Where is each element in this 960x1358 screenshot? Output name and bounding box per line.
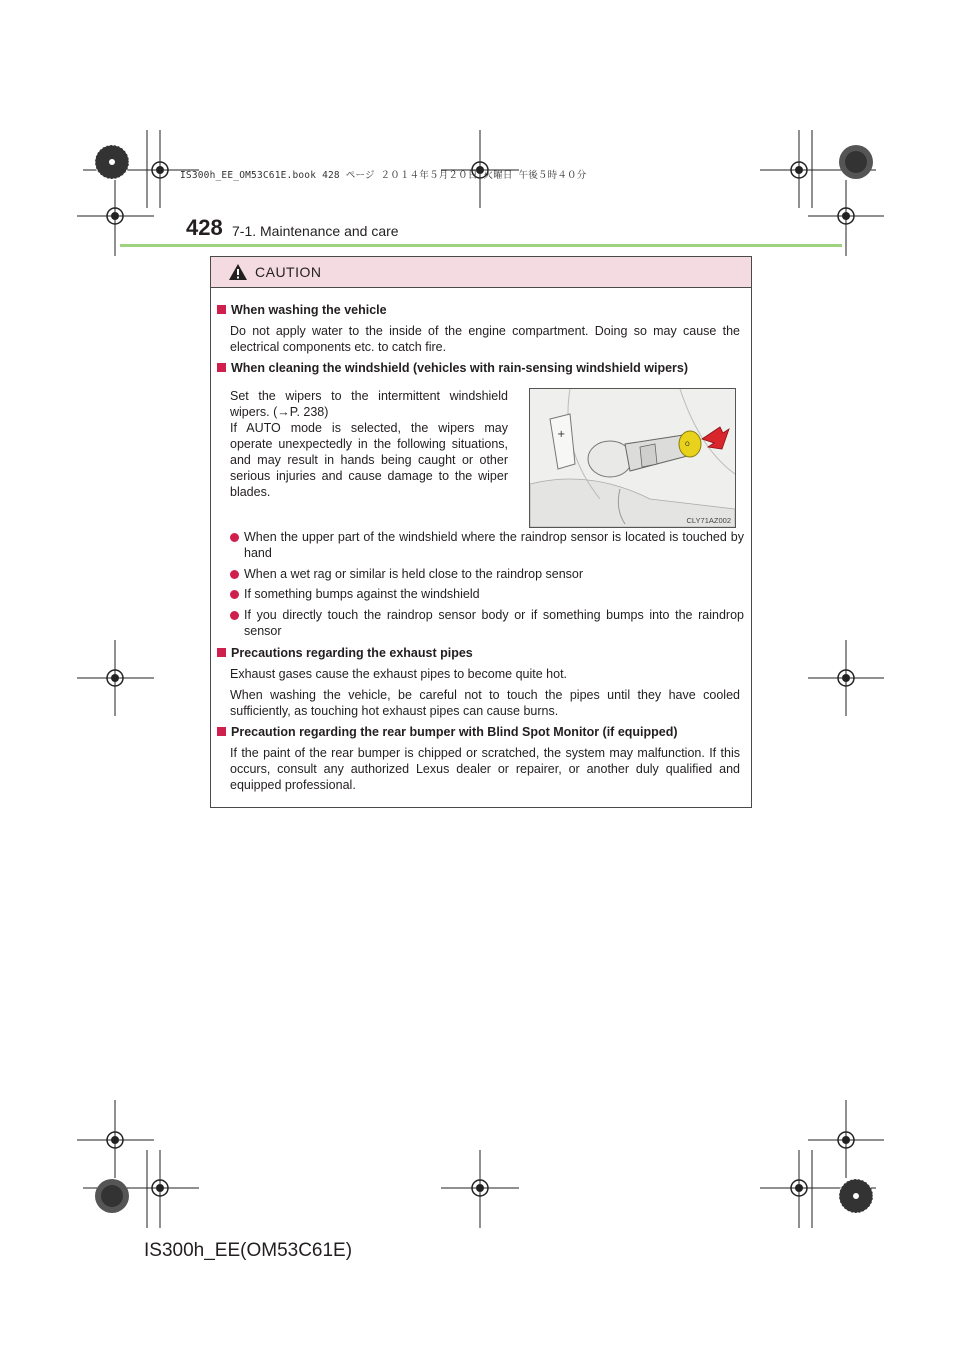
- caution-box: [210, 256, 752, 808]
- print-job-header: IS300h_EE_OM53C61E.book 428 ページ ２０１４年５月２０日 火曜日 午後５時４０分: [180, 170, 587, 181]
- bullet-item: When the upper part of the windshield where the raindrop sensor is located is touched by hand: [244, 530, 744, 560]
- windshield-heading: When cleaning the windshield (vehicles with rain-sensing windshield wipers): [217, 361, 688, 375]
- caution-label: CAUTION: [255, 264, 322, 280]
- round-bullet-icon: [230, 570, 239, 579]
- exhaust-heading: Precautions regarding the exhaust pipes: [217, 646, 473, 660]
- caution-header: [211, 257, 751, 288]
- bullet-item: If you directly touch the raindrop sensor body or if something bumps into the raindrop sensor: [244, 608, 744, 638]
- bullet-item: If something bumps against the windshield: [244, 587, 480, 601]
- svg-text:O: O: [685, 441, 690, 448]
- washing-text: Do not apply water to the inside of the engine compartment. Doing so may cause the electrical components etc. to catch fire.: [230, 324, 740, 354]
- round-bullet-icon: [230, 611, 239, 620]
- warning-triangle-icon: [228, 263, 248, 281]
- square-bullet-icon: [217, 305, 226, 314]
- square-bullet-icon: [217, 363, 226, 372]
- wiper-lever-drawing: [530, 389, 735, 527]
- exhaust-text-2: When washing the vehicle, be careful not to touch the pipes until they have cooled sufficiently, as touching hot exhaust pipes can cause burns.: [230, 688, 740, 718]
- header-rule: [120, 244, 842, 247]
- square-bullet-icon: [217, 727, 226, 736]
- svg-text:+: +: [557, 429, 566, 440]
- figure-code: CLY71AZ002: [686, 516, 731, 525]
- round-bullet-icon: [230, 533, 239, 542]
- square-bullet-icon: [217, 648, 226, 657]
- section-title: 7-1. Maintenance and care: [232, 223, 399, 239]
- washing-heading: When washing the vehicle: [217, 303, 387, 317]
- windshield-text: Set the wipers to the intermittent windshield wipers. (→P. 238) If AUTO mode is selected, the wipers may operate unexpectedly in the following situations, and may result in hands being caught or other serious injuries and cause damage to the wiper blades.: [230, 389, 508, 499]
- bumper-text: If the paint of the rear bumper is chipped or scratched, the system may malfunction. If this occurs, consult any authorized Lexus dealer or repairer, or another duly qualified and equipped professional.: [230, 746, 740, 792]
- wiper-switch-illustration: [529, 388, 736, 528]
- bumper-heading: Precaution regarding the rear bumper with Blind Spot Monitor (if equipped): [217, 725, 678, 739]
- model-code-footer: IS300h_EE(OM53C61E): [144, 1240, 353, 1261]
- page-number: 428: [186, 215, 223, 240]
- round-bullet-icon: [230, 590, 239, 599]
- bullet-item: When a wet rag or similar is held close to the raindrop sensor: [244, 567, 584, 581]
- exhaust-text-1: Exhaust gases cause the exhaust pipes to become quite hot.: [230, 667, 568, 681]
